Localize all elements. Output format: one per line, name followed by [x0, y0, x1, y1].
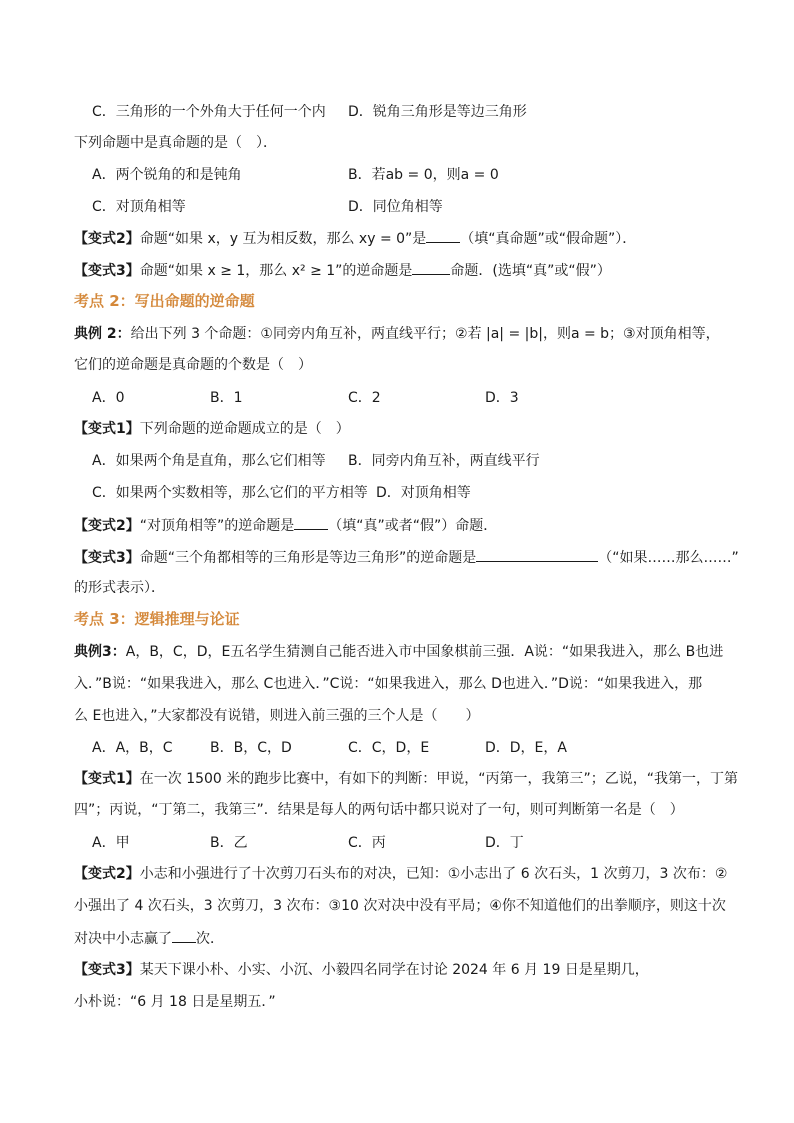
variant-tag: 【变式2】 — [74, 231, 140, 247]
question-text: “对顶角相等”的逆命题是 — [139, 518, 295, 534]
option-a: A．0 — [92, 390, 125, 406]
option-d: D．D，E，A — [485, 740, 567, 756]
question-text: 么 E也进入，”大家都没有说错，则进入前三强的三个人是（ ） — [74, 708, 480, 724]
variant-2-question — [74, 516, 497, 535]
option-a: A．甲 — [92, 835, 130, 851]
variant-1-question — [74, 420, 350, 438]
question-text: 小朴说：“6 月 18 日是星期五．” — [74, 994, 276, 1010]
option-c: C．2 — [348, 390, 381, 406]
question-text: 命题“三个角都相等的三角形是等边三角形”的逆命题是 — [139, 550, 477, 566]
example-2-question — [74, 325, 720, 343]
option-a: A．如果两个角是直角，那么它们相等 — [92, 453, 326, 469]
variant-tag: 【变式3】 — [74, 263, 140, 279]
option-b: B．同旁内角互补，两直线平行 — [348, 453, 540, 469]
variant-3-question — [74, 548, 739, 567]
question-text: 四”；丙说，“丁第二，我第三”．结果是每人的两句话中都只说对了一句，则可判断第一名是（ ） — [74, 802, 684, 818]
question-text: （“如果……那么……” — [598, 550, 739, 566]
option-b: B．乙 — [210, 835, 248, 851]
variant-3-question — [74, 261, 611, 280]
question-text: 给出下列 3 个命题：①同旁内角互补，两直线平行；②若 |a| = |b|，则a = b；③对顶角相等， — [130, 326, 720, 342]
question-text: 对决中小志赢了 — [74, 931, 172, 947]
question-text: 某天下课小朴、小实、小沉、小毅四名同学在讨论 2024 年 6 月 19 日是星期几， — [139, 962, 649, 978]
variant-tag: 【变式3】 — [74, 550, 140, 566]
variant-tag: 【变式1】 — [74, 421, 140, 437]
answer-blank[interactable] — [294, 516, 328, 530]
question-text: 下列命题的逆命题成立的是（ ） — [139, 421, 350, 437]
option-c: C．三角形的一个外角大于任何一个内 — [92, 104, 326, 120]
option-c: C．C，D，E — [348, 740, 430, 756]
option-d: D．同位角相等 — [348, 199, 443, 215]
variant-tag: 【变式2】 — [74, 866, 140, 882]
variant-2-question — [74, 865, 727, 883]
variant-tag: 【变式2】 — [74, 518, 140, 534]
question-text: （填“真命题”或“假命题”）． — [460, 231, 637, 247]
question-text: 次． — [196, 931, 224, 947]
question-text: 在一次 1500 米的跑步比赛中，有如下的判断：甲说，“丙第一，我第三”；乙说，“我第一，丁第 — [139, 771, 739, 787]
question-text: 它们的逆命题是真命题的个数是（ ） — [74, 357, 312, 373]
answer-blank[interactable] — [426, 229, 460, 243]
option-b: B．B，C，D — [210, 740, 292, 756]
option-b: B．若ab = 0，则a = 0 — [348, 167, 499, 183]
variant-tag: 【变式1】 — [74, 771, 140, 787]
option-c: C．如果两个实数相等，那么它们的平方相等 — [92, 485, 368, 501]
option-c: C．丙 — [348, 835, 386, 851]
answer-blank[interactable] — [412, 261, 450, 275]
answer-blank[interactable] — [476, 548, 598, 562]
option-c: C．对顶角相等 — [92, 199, 186, 215]
question-text: 下列命题中是真命题的是（ ）． — [74, 135, 277, 151]
question-text: 小强出了 4 次石头，3 次剪刀，3 次布：③10 次对决中没有平局；④你不知道他们的出拳顺序，则这十次 — [74, 898, 726, 914]
question-text: 的形式表示）． — [74, 580, 165, 596]
example-3-question — [74, 643, 723, 661]
option-b: B．1 — [210, 390, 243, 406]
option-a: A．两个锐角的和是钝角 — [92, 167, 242, 183]
question-text: A，B，C，D，E五名学生猜测自己能否进入市中国象棋前三强．A说：“如果我进入，那么 B也进 — [125, 644, 724, 660]
option-d: D．锐角三角形是等边三角形 — [348, 104, 527, 120]
example-tag: 典例3： — [74, 644, 126, 660]
example-tag: 典例 2： — [74, 326, 131, 342]
variant-3-question — [74, 961, 649, 979]
option-d: D．丁 — [485, 835, 524, 851]
question-text-with-blank — [74, 929, 224, 948]
question-text: 命题．(选填“真”或“假”） — [450, 263, 611, 279]
question-text: 入．”B说：“如果我进入，那么 C也进入．”C说：“如果我进入，那么 D也进入．”D说：“如果我进入，那 — [74, 676, 703, 692]
option-d: D．3 — [485, 390, 519, 406]
variant-2-question — [74, 229, 636, 248]
option-d: D．对顶角相等 — [376, 485, 471, 501]
question-text: 命题“如果 x，y 互为相反数，那么 xy = 0”是 — [139, 231, 427, 247]
answer-blank[interactable] — [172, 929, 196, 943]
question-text: 小志和小强进行了十次剪刀石头布的对决，已知：①小志出了 6 次石头，1 次剪刀，3 次布：② — [139, 866, 728, 882]
question-text: （填“真”或者“假”）命题． — [328, 518, 498, 534]
variant-1-question — [74, 770, 738, 788]
question-text: 命题“如果 x ≥ 1，那么 x² ≥ 1”的逆命题是 — [139, 263, 413, 279]
section-heading: 考点 3：逻辑推理与论证 — [74, 610, 240, 628]
variant-tag: 【变式3】 — [74, 962, 140, 978]
section-heading: 考点 2：写出命题的逆命题 — [74, 292, 255, 310]
option-a: A．A，B，C — [92, 740, 173, 756]
